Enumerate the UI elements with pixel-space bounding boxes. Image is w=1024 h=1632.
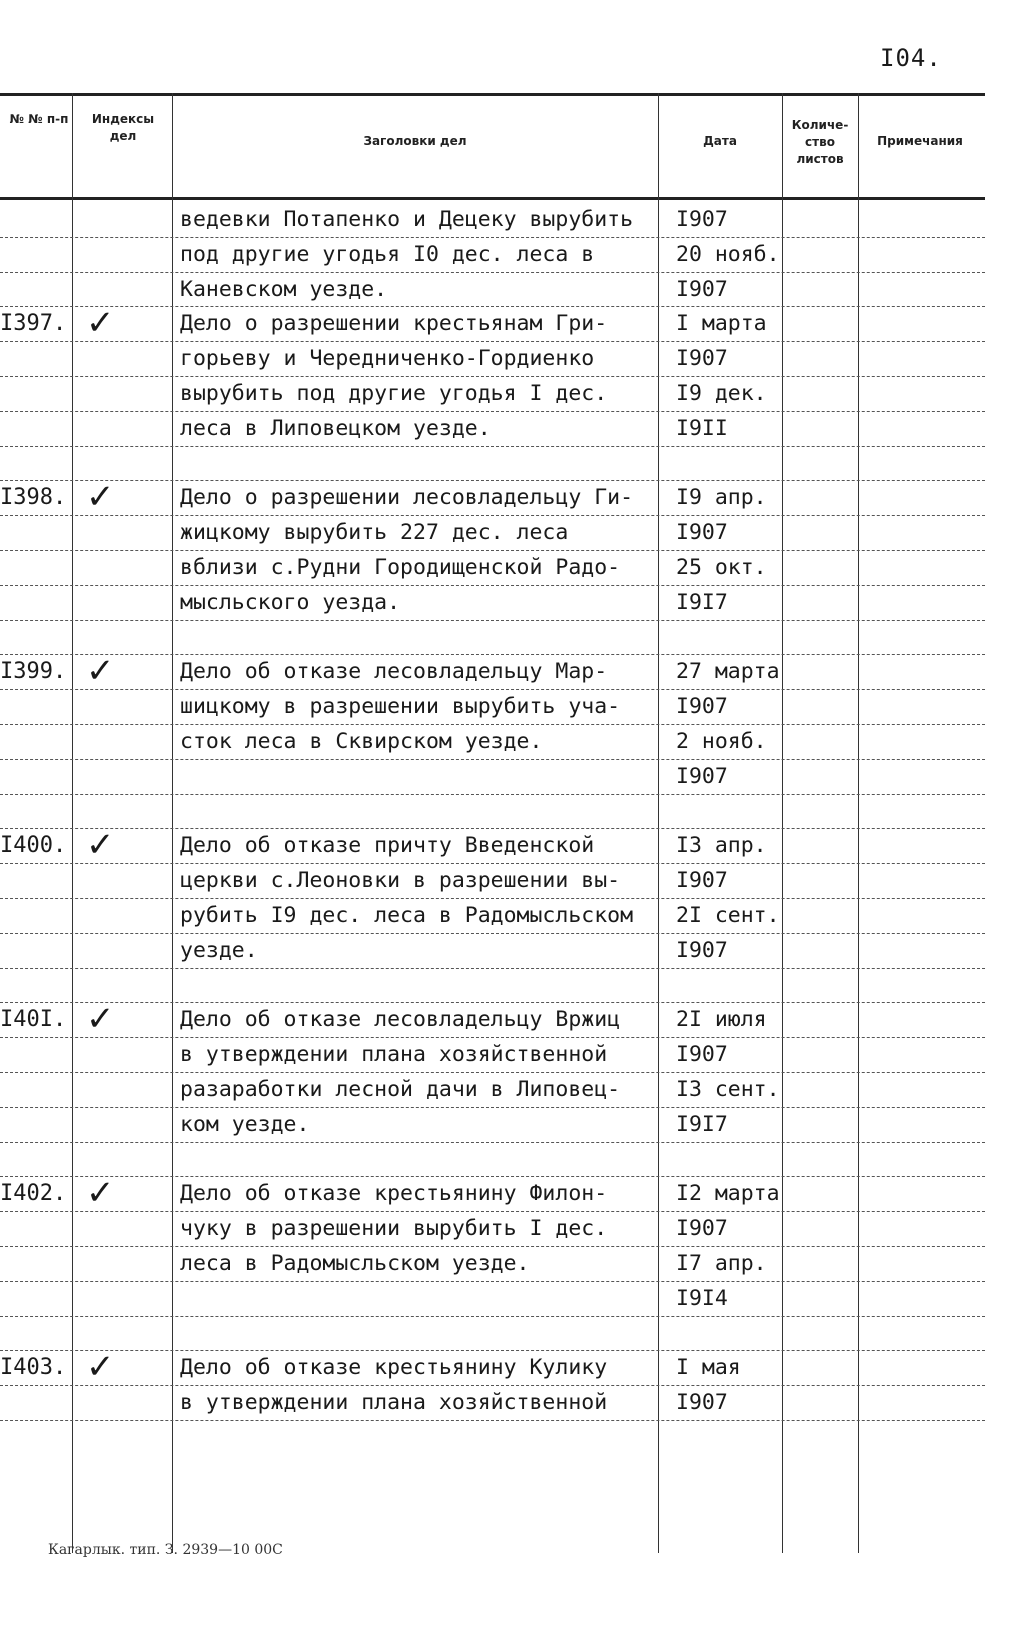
- case-title: в утверждении плана хозяйственной: [180, 1390, 608, 1416]
- case-title: Дело об отказе лесовладельцу Вржиц: [180, 1007, 621, 1033]
- table-row: [0, 412, 985, 447]
- case-title: Дело об отказе крестьянину Кулику: [180, 1355, 608, 1381]
- case-title: чуку в разрешении вырубить I дес.: [180, 1216, 608, 1242]
- row-number: I398.: [0, 485, 67, 511]
- index-check-mark: ✓: [86, 825, 115, 866]
- case-date: 25 окт.: [676, 554, 767, 580]
- case-date: 2 нояб.: [676, 728, 767, 754]
- table-row: [0, 969, 985, 1004]
- case-date: I907: [676, 868, 728, 894]
- index-check-mark: ✓: [86, 1173, 115, 1214]
- header-notes: Примечания: [877, 134, 963, 148]
- case-title: под другие угодья I0 дес. леса в: [180, 241, 595, 267]
- page-number: I04.: [880, 44, 942, 72]
- header-number: № № п-п: [9, 112, 69, 126]
- case-date: I907: [676, 346, 728, 372]
- index-check-mark: ✓: [86, 477, 115, 518]
- index-check-mark: ✓: [86, 651, 115, 692]
- case-date: I9 дек.: [676, 380, 767, 406]
- table-row: [0, 1212, 985, 1247]
- ledger-rows: [0, 203, 985, 1421]
- table-row: [0, 651, 985, 692]
- case-date: I мая: [676, 1355, 741, 1381]
- case-date: I907: [676, 276, 728, 302]
- case-date: I907: [676, 763, 728, 789]
- case-date: I907: [676, 1216, 728, 1242]
- case-title: жицкому вырубить 227 дес. леса: [180, 520, 569, 546]
- table-row: [0, 1282, 985, 1317]
- index-check-mark: ✓: [86, 999, 115, 1040]
- case-title: ведевки Потапенко и Децеку вырубить: [180, 207, 634, 232]
- case-title: ком уезде.: [180, 1111, 310, 1137]
- table-row: [0, 551, 985, 586]
- case-date: I3 апр.: [676, 833, 767, 859]
- case-date: 2I сент.: [676, 902, 780, 928]
- case-title: в утверждении плана хозяйственной: [180, 1042, 608, 1068]
- case-date: I9I4: [676, 1285, 728, 1311]
- table-row: [0, 238, 985, 273]
- case-date: I907: [676, 520, 728, 546]
- table-row: [0, 477, 985, 518]
- ledger-table: [0, 93, 985, 1553]
- table-row: [0, 1386, 985, 1421]
- row-number: I403.: [0, 1355, 67, 1381]
- table-row: [0, 342, 985, 377]
- table-row: [0, 795, 985, 830]
- case-date: I907: [676, 694, 728, 720]
- row-rule: [0, 1420, 985, 1421]
- index-check-mark: ✓: [86, 303, 115, 344]
- table-row: [0, 203, 985, 238]
- case-title: сток леса в Сквирском уезде.: [180, 728, 543, 754]
- case-title: церкви с.Леоновки в разрешении вы-: [180, 868, 621, 894]
- case-date: I3 сент.: [676, 1076, 780, 1102]
- case-title: рубить I9 дес. леса в Радомысльском: [180, 902, 634, 928]
- table-row: [0, 1317, 985, 1352]
- case-date: 20 нояб.: [676, 241, 780, 267]
- table-row: [0, 1173, 985, 1214]
- table-row: [0, 1247, 985, 1282]
- case-title: леса в Радомысльском уезде.: [180, 1250, 530, 1276]
- table-row: [0, 760, 985, 795]
- case-title: шицкому в разрешении вырубить уча-: [180, 694, 621, 720]
- header-title: Заголовки дел: [363, 134, 467, 148]
- table-row: [0, 899, 985, 934]
- case-date: I9II: [676, 415, 728, 441]
- table-row: [0, 1347, 985, 1388]
- row-number: I399.: [0, 659, 67, 685]
- printer-imprint: Кагарлык. тип. З. 2939—10 00С: [48, 1542, 283, 1558]
- header-bottom-rule: [0, 197, 985, 200]
- case-date: 2I июля: [676, 1007, 767, 1033]
- table-row: [0, 1143, 985, 1178]
- case-title: леса в Липовецком уезде.: [180, 415, 491, 441]
- case-title: Дело об отказе крестьянину Филон-: [180, 1181, 608, 1207]
- table-row: [0, 825, 985, 866]
- case-title: Дело об отказе лесовладельцу Мар-: [180, 659, 608, 685]
- table-row: [0, 1108, 985, 1143]
- case-date: I2 марта: [676, 1181, 780, 1207]
- case-title: Дело о разрешении лесовладельцу Ги-: [180, 485, 634, 511]
- case-date: I907: [676, 1042, 728, 1068]
- header-sheets: Количе- ство листов: [791, 118, 849, 166]
- table-row: [0, 621, 985, 656]
- row-number: I397.: [0, 311, 67, 337]
- case-title: разаработки лесной дачи в Липовец-: [180, 1076, 621, 1102]
- table-row: [0, 377, 985, 412]
- case-date: I9 апр.: [676, 485, 767, 511]
- case-date: I907: [676, 1390, 728, 1416]
- case-title: уезде.: [180, 937, 258, 963]
- case-title: вблизи с.Рудни Городищенской Радо-: [180, 554, 621, 580]
- table-row: [0, 864, 985, 899]
- case-title: Дело о разрешении крестьянам Гри-: [180, 311, 608, 337]
- case-date: I7 апр.: [676, 1250, 767, 1276]
- case-title: Каневском уезде.: [180, 276, 388, 302]
- table-row: [0, 586, 985, 621]
- case-date: 27 марта: [676, 659, 780, 685]
- row-number: I40I.: [0, 1007, 67, 1033]
- case-date: I907: [676, 937, 728, 963]
- table-row: [0, 999, 985, 1040]
- case-title: вырубить под другие угодья I дес.: [180, 380, 608, 406]
- header-index: Индексы дел: [91, 112, 155, 143]
- table-row: [0, 1073, 985, 1108]
- table-row: [0, 1038, 985, 1073]
- case-date: I9I7: [676, 589, 728, 615]
- index-check-mark: ✓: [86, 1347, 115, 1388]
- case-title: мысльского уезда.: [180, 589, 401, 615]
- table-row: [0, 516, 985, 551]
- table-row: [0, 725, 985, 760]
- table-row: [0, 690, 985, 725]
- case-date: I907: [676, 207, 728, 232]
- table-row: [0, 934, 985, 969]
- header-date: Дата: [703, 134, 737, 148]
- table-row: [0, 447, 985, 482]
- case-date: I9I7: [676, 1111, 728, 1137]
- row-number: I400.: [0, 833, 67, 859]
- header-top-rule: [0, 93, 985, 96]
- table-row: [0, 273, 985, 308]
- case-date: I марта: [676, 311, 767, 337]
- case-title: горьеву и Чередниченко-Гордиенко: [180, 346, 595, 372]
- table-row: [0, 303, 985, 344]
- row-number: I402.: [0, 1181, 67, 1207]
- case-title: Дело об отказе причту Введенской: [180, 833, 595, 859]
